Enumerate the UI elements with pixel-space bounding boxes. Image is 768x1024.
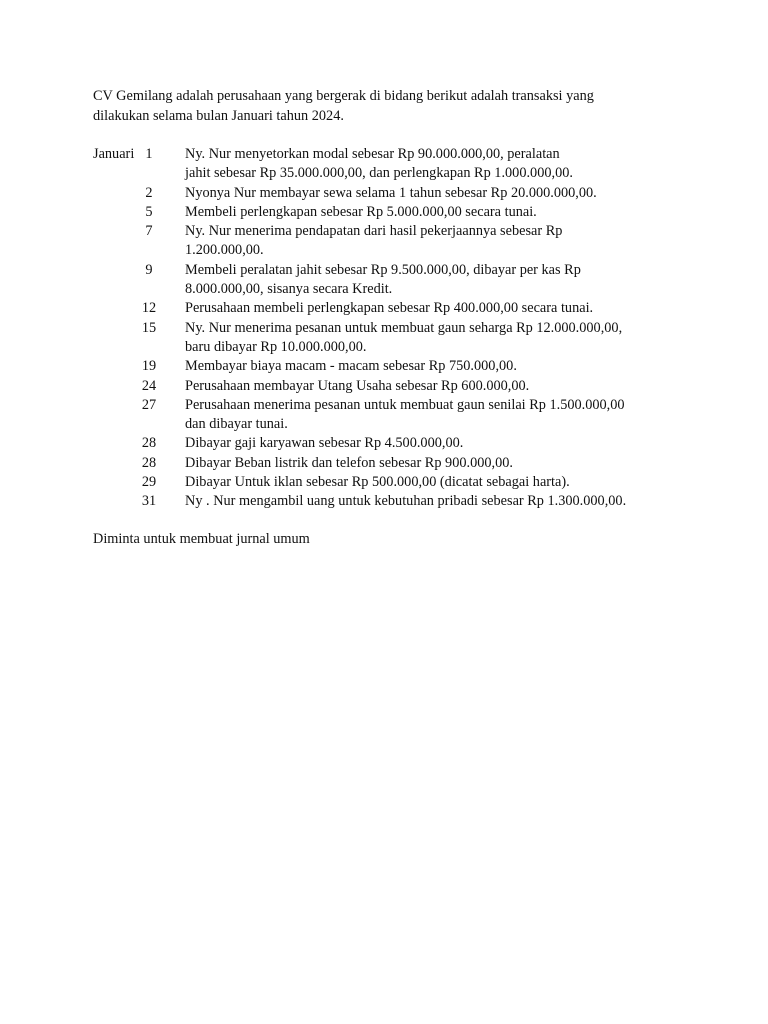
transaction-description-line: jahit sebesar Rp 35.000.000,00, dan perlengkapan Rp 1.000.000,00. xyxy=(185,165,573,182)
transaction-day: 15 xyxy=(141,319,157,336)
transaction-item xyxy=(93,454,693,473)
transaction-description-line: Membeli perlengkapan sebesar Rp 5.000.000,00 secara tunai. xyxy=(185,203,537,220)
transaction-day: 28 xyxy=(141,454,157,471)
transaction-item xyxy=(93,319,693,358)
transaction-day: 28 xyxy=(141,435,157,452)
transaction-description-line: dan dibayar tunai. xyxy=(185,416,288,433)
transaction-day: 24 xyxy=(141,377,157,394)
transaction-day: 2 xyxy=(145,184,153,201)
transaction-list xyxy=(93,145,693,512)
transaction-description-line: baru dibayar Rp 10.000.000,00. xyxy=(185,338,367,355)
transaction-description-line: Nyonya Nur membayar sewa selama 1 tahun sebesar Rp 20.000.000,00. xyxy=(185,184,597,201)
transaction-description-line: 8.000.000,00, sisanya secara Kredit. xyxy=(185,281,393,298)
transaction-item xyxy=(93,222,693,261)
transaction-day: 9 xyxy=(145,261,153,278)
transaction-description-line: 1.200.000,00. xyxy=(185,242,264,259)
transaction-description-line: Perusahaan membeli perlengkapan sebesar Rp 400.000,00 secara tunai. xyxy=(185,300,594,317)
transaction-description-line: Perusahaan menerima pesanan untuk membuat gaun senilai Rp 1.500.000,00 xyxy=(185,396,625,413)
transaction-item xyxy=(93,434,693,453)
instruction-text: Diminta untuk membuat jurnal umum xyxy=(93,530,310,547)
transaction-day: 19 xyxy=(141,358,157,375)
transaction-description-line: Membeli peralatan jahit sebesar Rp 9.500.000,00, dibayar per kas Rp xyxy=(185,261,581,278)
transaction-item xyxy=(93,357,693,376)
transaction-description-line: Ny. Nur menerima pendapatan dari hasil pekerjaannya sebesar Rp xyxy=(185,223,563,240)
transaction-day: 27 xyxy=(141,396,157,413)
transaction-item xyxy=(93,203,693,222)
transaction-item xyxy=(93,261,693,300)
transaction-item xyxy=(93,145,693,184)
transaction-day: 29 xyxy=(141,474,157,491)
transaction-day: 31 xyxy=(141,493,157,510)
transaction-description-line: Dibayar Untuk iklan sebesar Rp 500.000,00 (dicatat sebagai harta). xyxy=(185,474,570,491)
transaction-day: 7 xyxy=(145,223,153,240)
transaction-description-line: Membayar biaya macam - macam sebesar Rp 750.000,00. xyxy=(185,358,517,375)
month-label: Januari xyxy=(93,146,135,162)
transaction-item xyxy=(93,299,693,318)
transaction-description-line: Ny. Nur menerima pesanan untuk membuat gaun seharga Rp 12.000.000,00, xyxy=(185,319,623,336)
transaction-description-line: Ny. Nur menyetorkan modal sebesar Rp 90.000.000,00, peralatan xyxy=(185,146,560,162)
transaction-item xyxy=(93,377,693,396)
document-page xyxy=(93,87,693,549)
transaction-description-line: Perusahaan membayar Utang Usaha sebesar Rp 600.000,00. xyxy=(185,377,530,394)
intro-line-1: CV Gemilang adalah perusahaan yang bergerak di bidang berikut adalah transaksi yang xyxy=(93,88,594,104)
transaction-item xyxy=(93,184,693,203)
transaction-day: 1 xyxy=(145,146,153,162)
transaction-item xyxy=(93,396,693,435)
transaction-description-line: Dibayar Beban listrik dan telefon sebesar Rp 900.000,00. xyxy=(185,454,513,471)
transaction-description-line: Ny . Nur mengambil uang untuk kebutuhan pribadi sebesar Rp 1.300.000,00. xyxy=(185,493,627,510)
intro-line-2: dilakukan selama bulan Januari tahun 2024. xyxy=(93,107,344,124)
intro-paragraph xyxy=(93,87,693,126)
transaction-item xyxy=(93,492,693,511)
transaction-item xyxy=(93,473,693,492)
transaction-description-line: Dibayar gaji karyawan sebesar Rp 4.500.000,00. xyxy=(185,435,464,452)
transaction-day: 12 xyxy=(141,300,157,317)
transaction-day: 5 xyxy=(145,203,153,220)
